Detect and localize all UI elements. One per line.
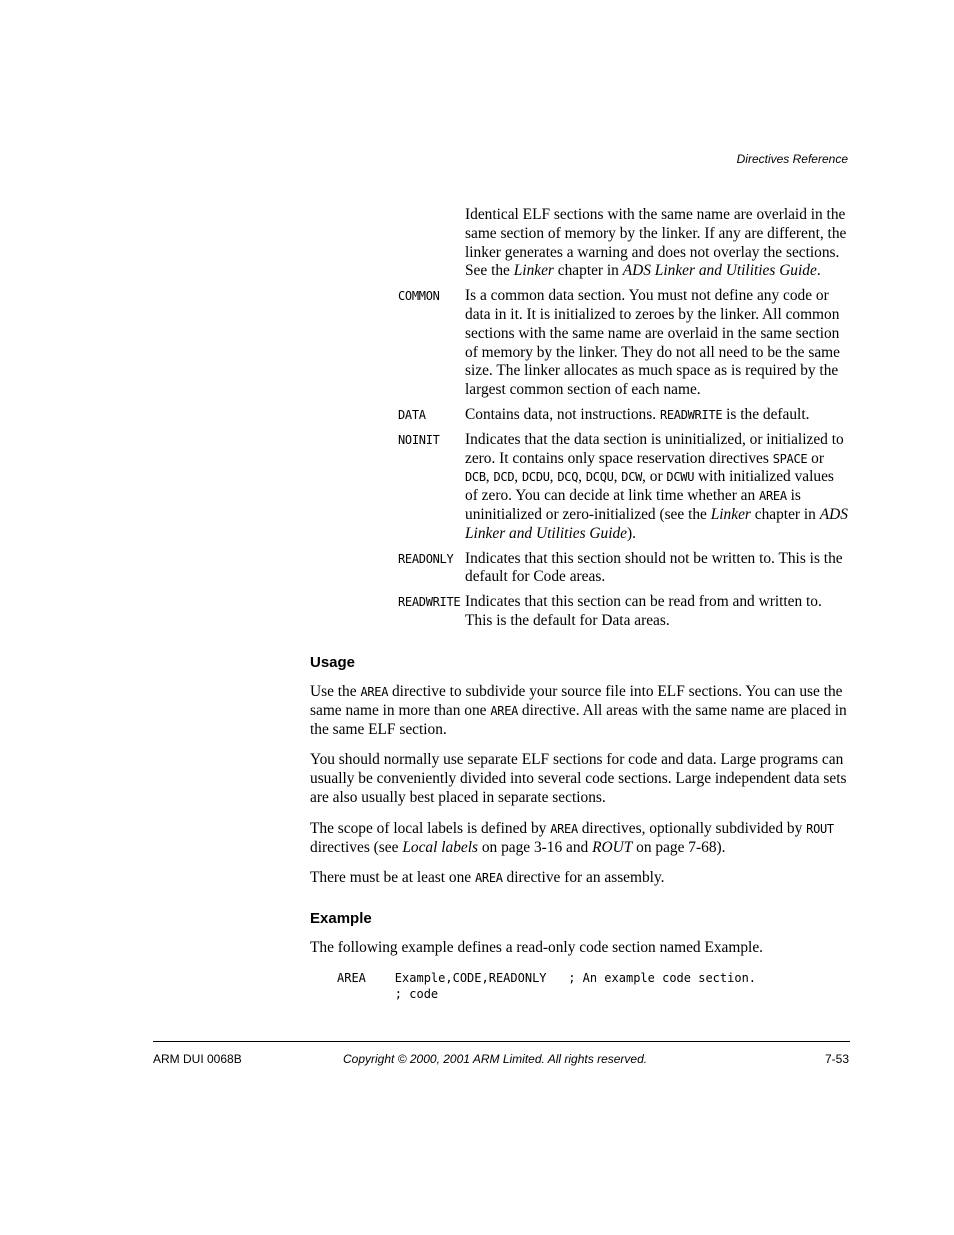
- attribute-readwrite: [398, 593, 850, 631]
- area-attributes-list: [398, 206, 850, 637]
- attribute-noinit: [398, 431, 850, 544]
- example-code-block: AREA Example,CODE,READONLY ; An example code section. ; code: [337, 970, 757, 1002]
- attribute-key: READONLY: [398, 551, 454, 566]
- running-header: Directives Reference: [736, 152, 848, 166]
- usage-heading: Usage: [310, 654, 356, 671]
- attribute-description: Indicates that the data section is uninitialized, or initialized to zero. It contains only space reservation directives SPACE or DCB, DCD, DCDU, DCQ, DCQU, DCW, or DCWU with initialized values of zero. You can decide at link time whether an AREA is uninitialized or zero-initialized (see the Linker chapter in ADS Linker and Utilities Guide).: [465, 430, 848, 542]
- attribute-data: [398, 406, 850, 425]
- usage-paragraph-2: You should normally use separate ELF sections for code and data. Large programs can usually be conveniently divided into several code sections. Large independent data sets are also usually best placed in separate sections.: [310, 751, 847, 806]
- attribute-key: READWRITE: [398, 595, 461, 610]
- attribute-description: Indicates that this section should not be written to. This is the default for Code areas.: [465, 549, 843, 586]
- cross-reference-local-labels: Local labels: [402, 838, 478, 856]
- attribute-description: Is a common data section. You must not define any code or data in it. It is initialized to zeroes by the linker. All common sections with the same name are overlaid in the same section of memory by the linker. They do not all need to be the same size. The linker allocates as much space as is required by the largest common section of each name.: [465, 287, 840, 399]
- footer-page-number: 7-53: [824, 1052, 849, 1066]
- usage-paragraph-4: There must be at least one AREA directive for an assembly.: [310, 869, 665, 887]
- attribute-description: Contains data, not instructions. READWRITE is the default.: [465, 405, 810, 423]
- example-heading: Example: [310, 910, 372, 928]
- usage-paragraph-1: Use the AREA directive to subdivide your source file into ELF sections. You can use the same name in more than one AREA directive. All areas with the same name are placed in the same ELF section.: [310, 683, 847, 738]
- footer-rule: [153, 1041, 850, 1042]
- attribute-key: DATA: [398, 407, 426, 422]
- footer-copyright: Copyright © 2000, 2001 ARM Limited. All rights reserved.: [343, 1052, 648, 1066]
- attribute-key: NOINIT: [398, 432, 440, 447]
- cross-reference-rout: ROUT: [592, 838, 633, 856]
- main-content: [310, 654, 850, 1003]
- attribute-description: Indicates that this section can be read from and written to. This is the default for Data areas.: [465, 593, 822, 629]
- attribute-continuation: Identical ELF sections with the same name are overlaid in the same section of memory by the linker. If any are different, the linker generates a warning and does not overlay the sections. See the Linker chapter in ADS Linker and Utilities Guide.: [465, 206, 847, 280]
- footer-doc-id: ARM DUI 0068B: [153, 1052, 242, 1066]
- attribute-key: COMMON: [398, 289, 440, 304]
- usage-paragraph-3: The scope of local labels is defined by AREA directives, optionally subdivided by ROUT directives (see Local labels on page 3-16 and ROUT on page 7-68).: [310, 819, 834, 856]
- example-paragraph: The following example defines a read-only code section named Example.: [310, 939, 764, 957]
- attribute-common: [398, 287, 850, 400]
- attribute-readonly: [398, 550, 850, 588]
